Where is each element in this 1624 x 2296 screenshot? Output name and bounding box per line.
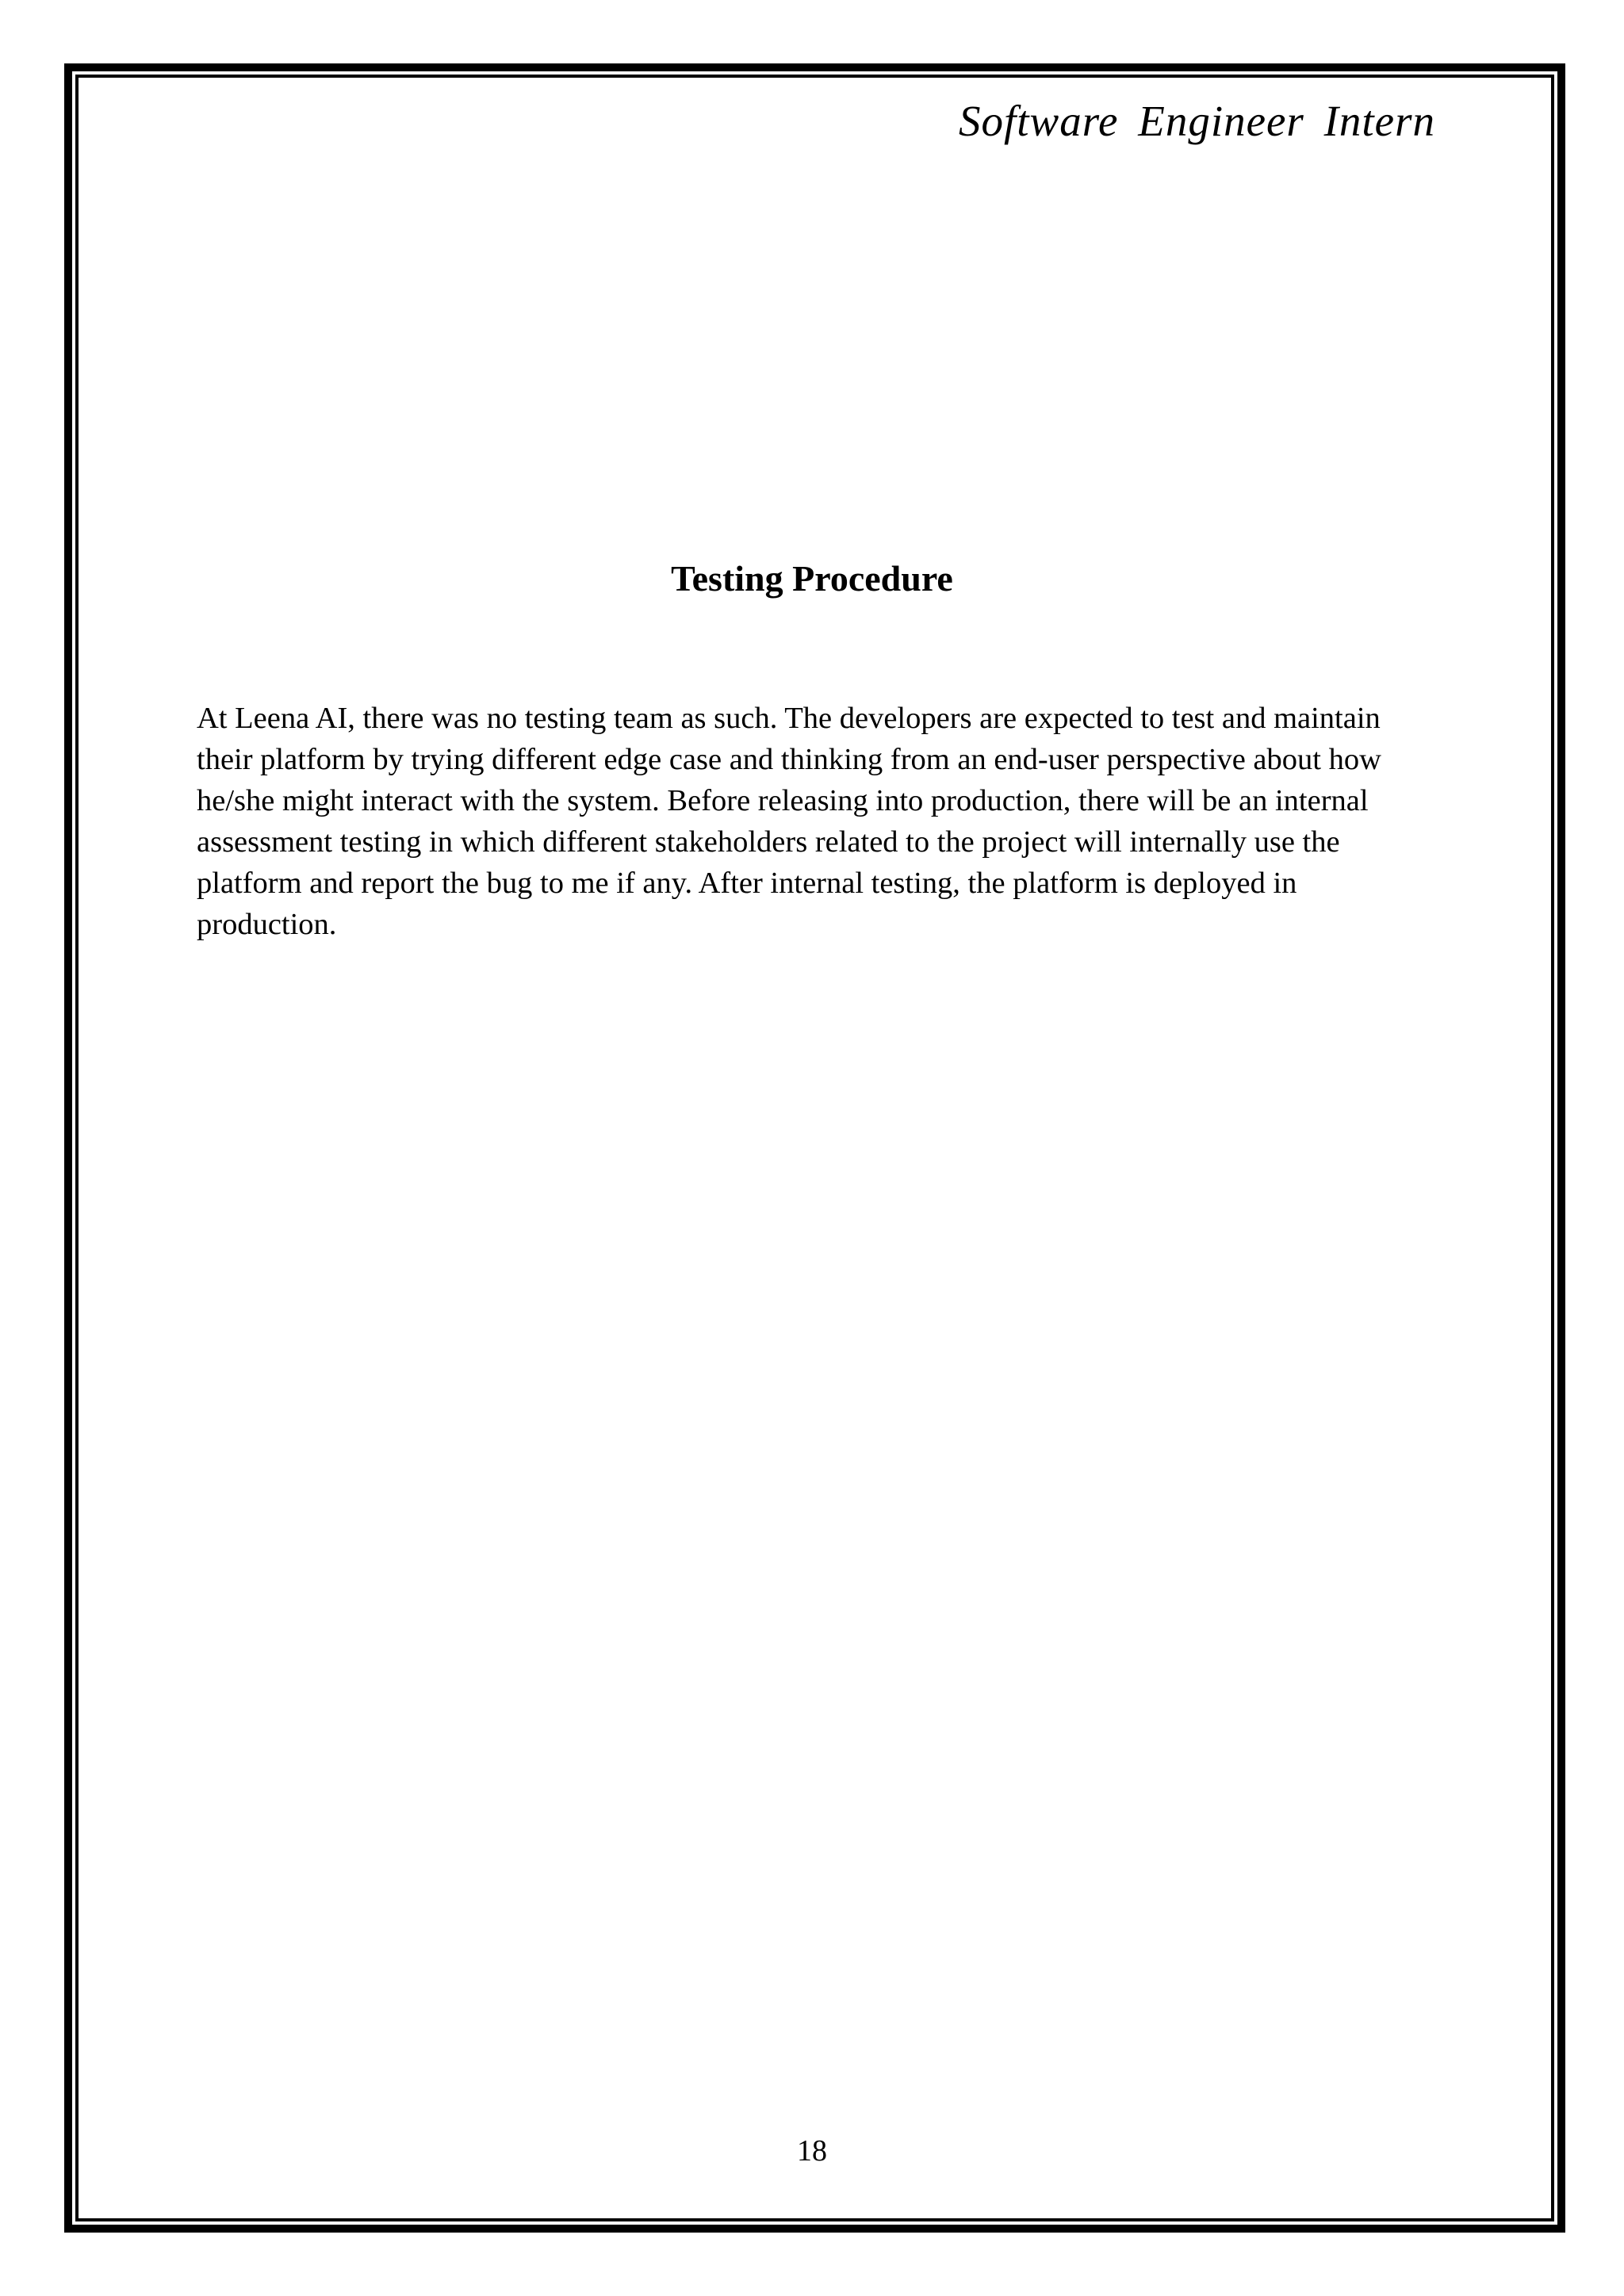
section-title: Testing Procedure: [671, 558, 953, 599]
page-number: 18: [797, 2134, 827, 2168]
body-paragraph: At Leena AI, there was no testing team as such. The developers are expected to test and maintain their platform by trying different edge case and thinking from an end-user perspective about how he/she might interact with the system. Before releasing into production, there will be an internal assessment testing in which different stakeholders related to the project will internally use the platform and report the bug to me if any. After internal testing, the platform is deployed in production.: [197, 702, 1381, 941]
running-header: Software Engineer Intern: [958, 97, 1435, 145]
page-border-inner: [75, 75, 1554, 2221]
